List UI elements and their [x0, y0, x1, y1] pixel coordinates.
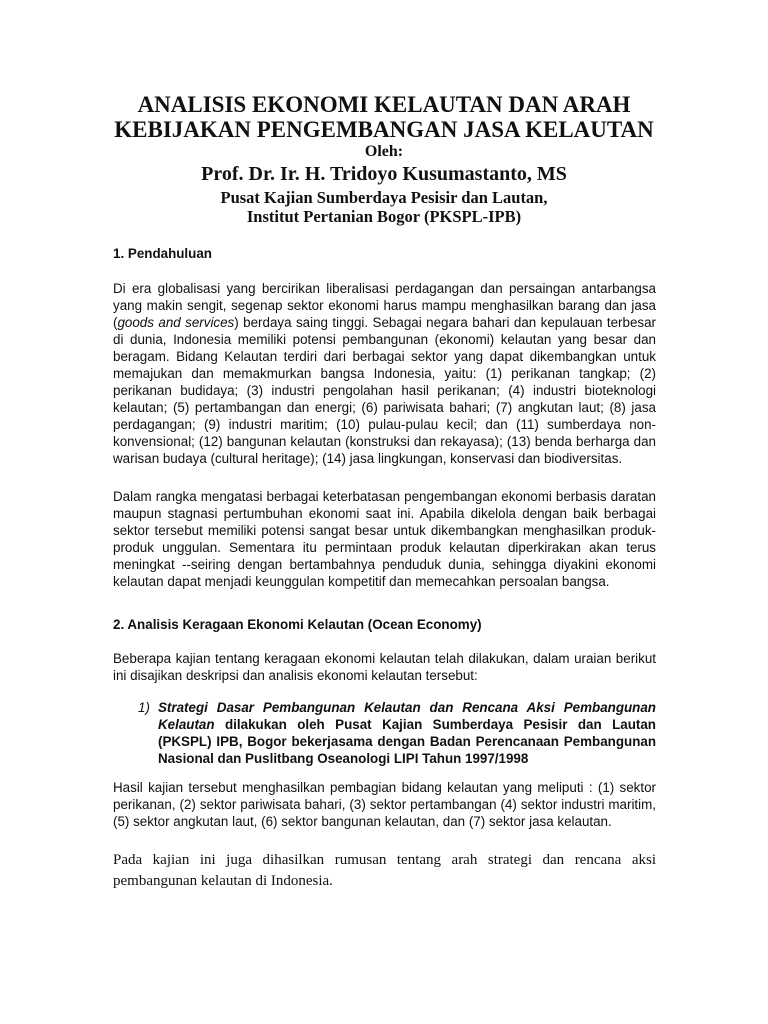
title-line-2: KEBIJAKAN PENGEMBANGAN JASA KELAUTAN	[114, 117, 654, 142]
institution	[0, 188, 768, 226]
section-1-heading: 1. Pendahuluan	[113, 246, 212, 261]
list-item-number: 1)	[138, 700, 150, 715]
list-item-text	[158, 699, 656, 767]
section-2-paragraph-3: Pada kajian ini juga dihasilkan rumusan tentang arah strategi dan rencana aksi pembangunan kelautan di Indonesia.	[113, 852, 656, 889]
list-item-italic-text: Strategi Dasar Pembangunan Kelautan dan Rencana Aksi Pembangunan Kelautan	[158, 700, 656, 732]
section-2-paragraph-2: Hasil kajian tersebut menghasilkan pembagian bidang kelautan yang meliputi : (1) sektor perikanan, (2) sektor pariwisata bahari, (3) sektor pertambangan (4) sektor industri maritim, (5) sektor angkutan laut, (6) sektor bangunan kelautan, dan (7) sektor jasa kelautan.	[113, 780, 656, 829]
institution-line-1: Pusat Kajian Sumberdaya Pesisir dan Lautan,	[220, 188, 548, 207]
section-2-heading: 2. Analisis Keragaan Ekonomi Kelautan (Ocean Economy)	[113, 617, 482, 632]
section-1-paragraph-2: Dalam rangka mengatasi berbagai keterbatasan pengembangan ekonomi berbasis daratan maupun stagnasi pertumbuhan ekonomi saat ini. Apabila dikelola dengan baik berbagai sektor tersebut memiliki potensi sangat besar untuk dikembangkan menghasilkan produk-produk unggulan. Sementara itu permintaan produk kelautan diperkirakan akan terus meningkat --seiring dengan bertambahnya penduduk dunia, sehingga diyakini ekonomi kelautan dapat menjadi keunggulan kompetitif dan memecahkan persoalan bangsa.	[113, 489, 656, 589]
paragraph-italic-text: goods and services	[117, 315, 235, 330]
paragraph-text: Di era globalisasi yang bercirikan liberalisasi perdagangan dan persaingan antarbangsa yang makin sengit, segenap sektor ekonomi harus mampu menghasilkan barang dan jasa (	[113, 281, 656, 330]
section-1-paragraph-1	[113, 280, 656, 467]
list-item	[138, 699, 656, 767]
author-name: Prof. Dr. Ir. H. Tridoyo Kusumastanto, MS	[201, 163, 567, 185]
paragraph-text: ) berdaya saing tinggi. Sebagai negara bahari dan kepulauan terbesar di dunia, Indonesia memiliki potensi pembangunan (ekonomi) kelautan yang besar dan beragam. Bidang Kelautan terdiri dari berbagai sektor yang dapat dikembangkan untuk memajukan dan memakmurkan bangsa Indonesia, yaitu: (1) perikanan tangkap; (2) perikanan budidaya; (3) industri pengolahan hasil perikanan; (4) industri bioteknologi kelautan; (5) pertambangan dan energi; (6) pariwisata bahari; (7) angkutan laut; (8) jasa perdagangan; (9) industri maritim; (10) pulau-pulau kecil; dan (11) sumberdaya non-konvensional; (12) bangunan kelautan (konstruksi dan rekayasa); (13) benda berharga dan warisan budaya (cultural heritage); (14) jasa lingkungan, konservasi dan biodiversitas.	[113, 315, 656, 466]
document-title	[0, 92, 768, 142]
title-line-1: ANALISIS EKONOMI KELAUTAN DAN ARAH	[137, 92, 631, 117]
section-2-paragraph-1: Beberapa kajian tentang keragaan ekonomi kelautan telah dilakukan, dalam uraian berikut ini disajikan deskripsi dan analisis ekonomi kelautan tersebut:	[113, 651, 656, 683]
list-item-rest-text: dilakukan oleh Pusat Kajian Sumberdaya Pesisir dan Lautan (PKSPL) IPB, Bogor bekerjasama dengan Badan Perencanaan Pembangunan Nasional dan Puslitbang Oseanologi LIPI Tahun 1997/1998	[158, 717, 656, 766]
institution-line-2: Institut Pertanian Bogor (PKSPL-IPB)	[246, 207, 522, 226]
by-label: Oleh:	[364, 143, 404, 160]
